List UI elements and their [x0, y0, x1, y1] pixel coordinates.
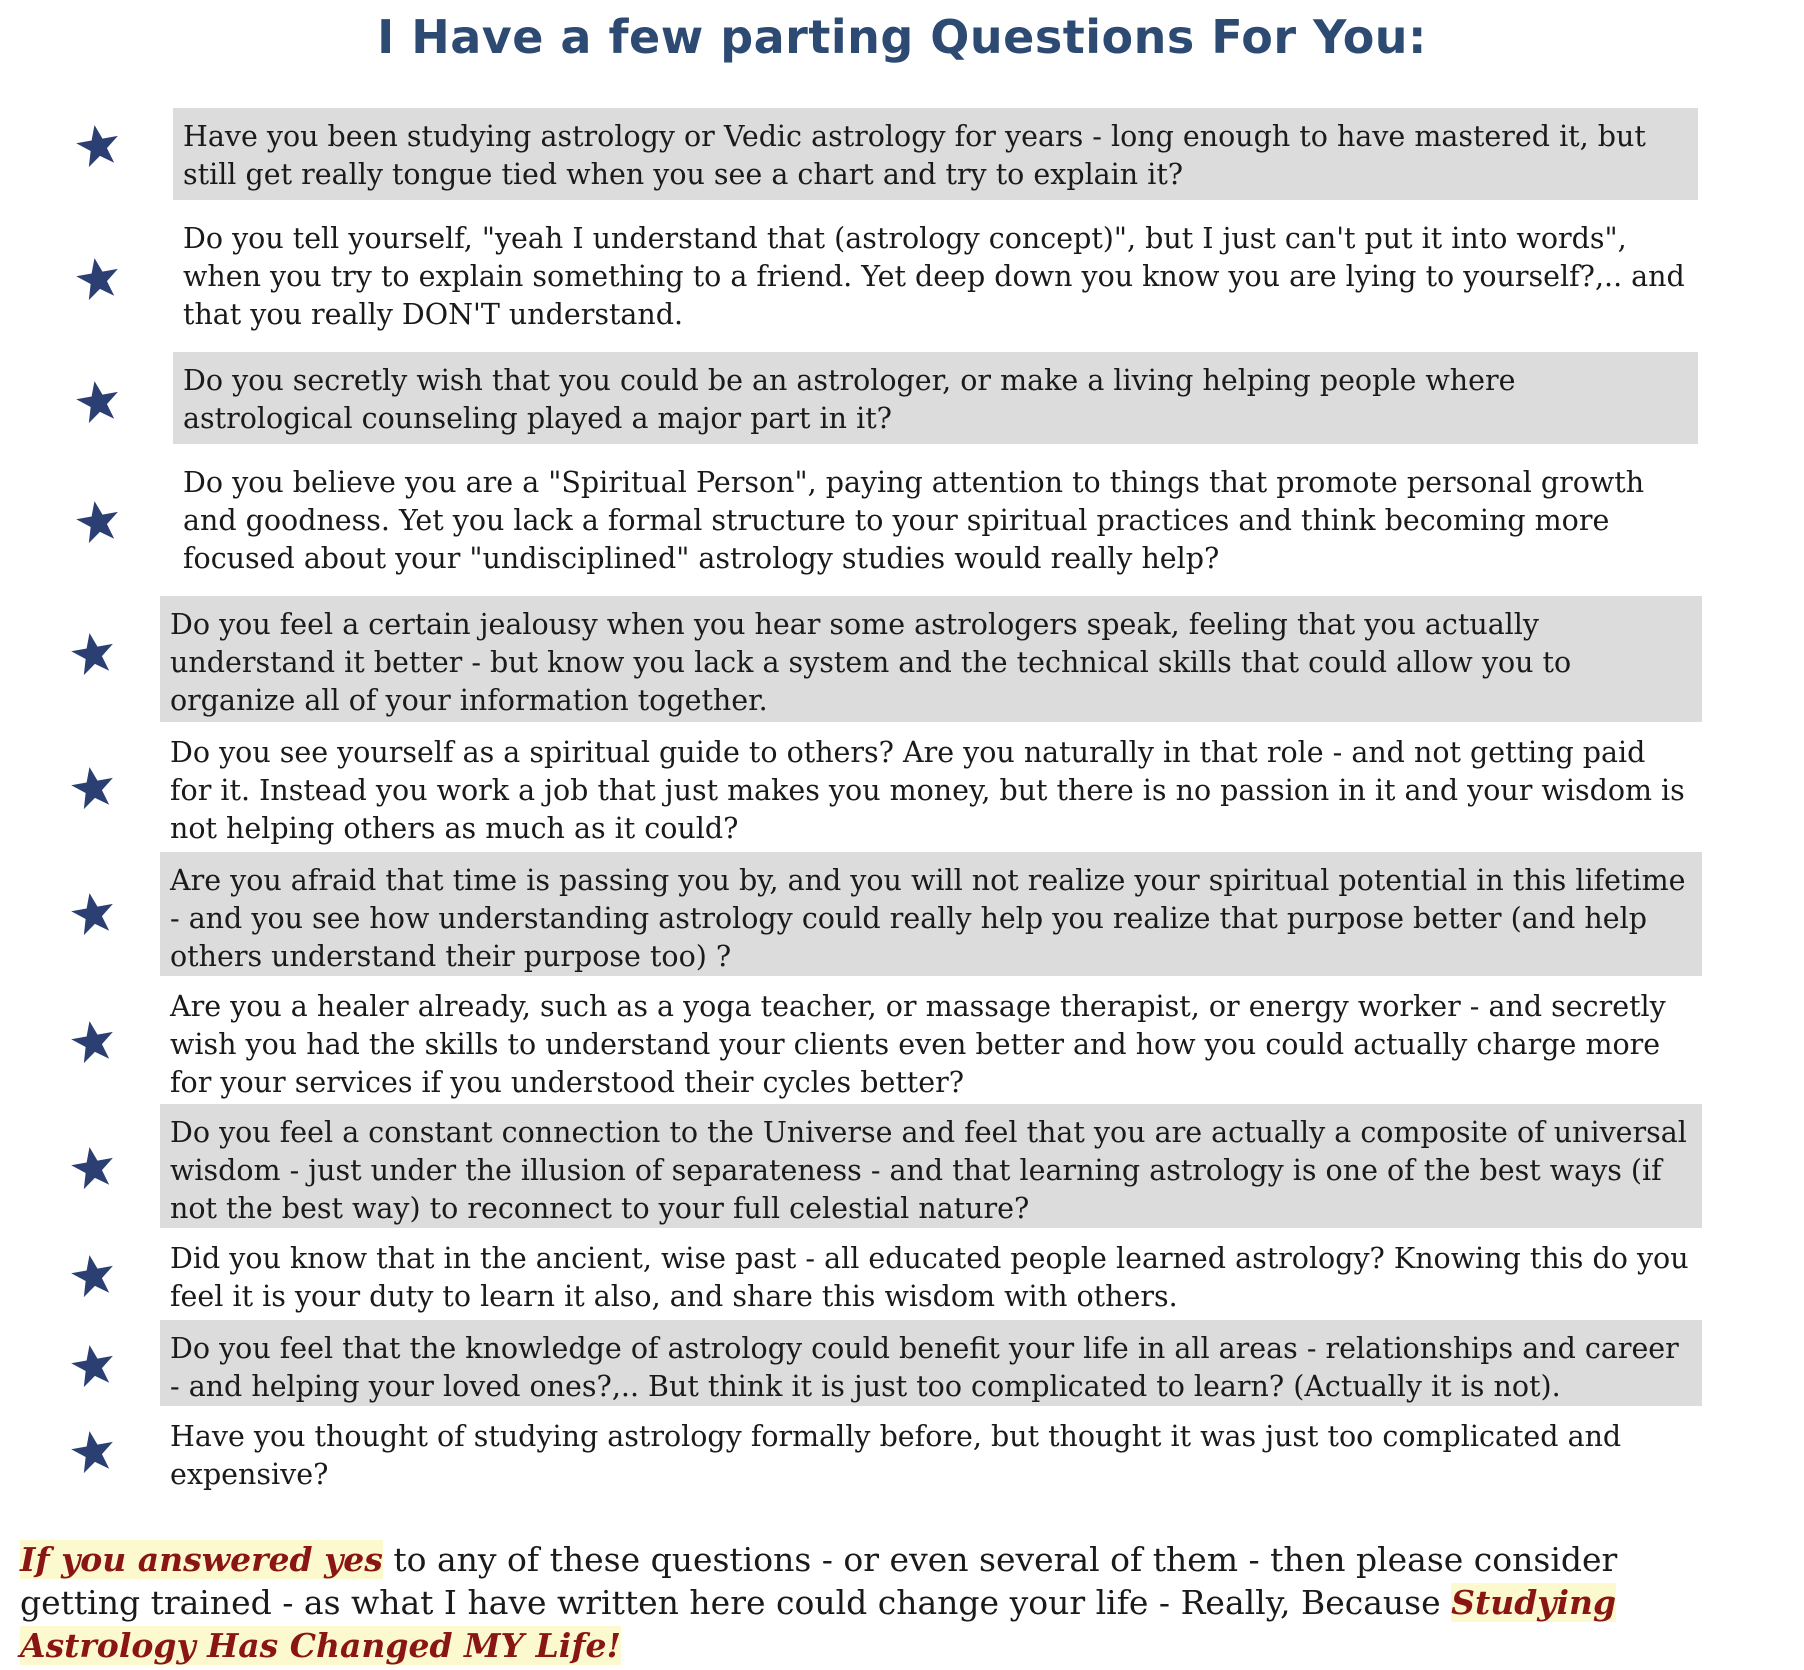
star-icon: [70, 1018, 116, 1064]
question-item: Have you thought of studying astrology formally before, but thought it was just too complicated and expensive?: [170, 1420, 1622, 1491]
question-item: Did you know that in the ancient, wise past - all educated people learned astrology? Knowing this do you feel it is your duty to learn it also, and share this wisdom with others.: [170, 1242, 1689, 1313]
star-icon: [70, 630, 116, 676]
question-item: Are you a healer already, such as a yoga teacher, or massage therapist, or energy worker - and secretly wish you had the skills to understand your clients even better and how you could actually charge more for your services if you understood their cycles better?: [170, 990, 1666, 1099]
star-icon: [70, 1144, 116, 1190]
closing-body: to any of these questions - or even several of them - then please consider getting trained - as what I have written here could change your life - Really, Because: [20, 1540, 1618, 1622]
star-icon: [75, 498, 121, 544]
question-item: Do you feel that the knowledge of astrology could benefit your life in all areas - relationships and career - and helping your loved ones?,.. But think it is just too complicated to learn? (Actually it is not).: [160, 1320, 1702, 1406]
question-item: Do you tell yourself, "yeah I understand that (astrology concept)", but I just can't put it into words", when you try to explain something to a friend. Yet deep down you know you are lying to yourself?,.. and that you really DON'T understand.: [183, 222, 1685, 331]
closing-tail-emphasis: Studying Astrology Has Changed MY Life!: [20, 1583, 1617, 1665]
page-title: I Have a few parting Questions For You:: [377, 10, 1427, 64]
star-icon: [70, 764, 116, 810]
question-item: Are you afraid that time is passing you by, and you will not realize your spiritual potential in this lifetime - and you see how understanding astrology could really help you realize that purpose better (and help others understand their purpose too) ?: [160, 852, 1702, 976]
star-icon: [70, 890, 116, 936]
question-item: Have you been studying astrology or Vedic astrology for years - long enough to have mastered it, but still get really tongue tied when you see a chart and try to explain it?: [173, 108, 1698, 200]
star-icon: [70, 1342, 116, 1388]
closing-lead-emphasis: If you answered yes: [20, 1540, 383, 1579]
star-icon: [70, 1252, 116, 1298]
question-item: Do you secretly wish that you could be an astrologer, or make a living helping people where astrological counseling played a major part in it?: [173, 352, 1698, 444]
star-icon: [70, 1428, 116, 1474]
closing-paragraph: [20, 1538, 1720, 1667]
star-icon: [75, 378, 121, 424]
question-item: Do you see yourself as a spiritual guide to others? Are you naturally in that role - and not getting paid for it. Instead you work a job that just makes you money, but there is no passion in it and your wisdom is not helping others as much as it could?: [170, 736, 1685, 845]
question-item: Do you feel a certain jealousy when you hear some astrologers speak, feeling that you actually understand it better - but know you lack a system and the technical skills that could allow you to organize all of your information together.: [160, 596, 1702, 722]
question-item: Do you believe you are a "Spiritual Person", paying attention to things that promote personal growth and goodness. Yet you lack a formal structure to your spiritual practices and think becoming more focused about your "undisciplined" astrology studies would really help?: [183, 466, 1645, 575]
star-icon: [75, 122, 121, 168]
question-item: Do you feel a constant connection to the Universe and feel that you are actually a composite of universal wisdom - just under the illusion of separateness - and that learning astrology is one of the best ways (if not the best way) to reconnect to your full celestial nature?: [160, 1104, 1702, 1228]
star-icon: [75, 255, 121, 301]
